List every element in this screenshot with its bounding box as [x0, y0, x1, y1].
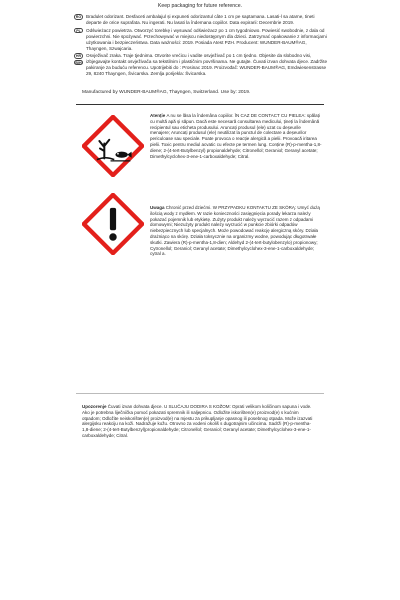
- lang-section-pl: [72, 28, 328, 52]
- lang-badge-ro: RO: [75, 15, 82, 19]
- lang-text-hr: Osvježivač zraka. Traje tjednima. Otvorite vrećicu i vadite osvježivač po 1 cm tjedno. Objesite da slobodno visi, izbjegavajte kontakt osvježivača sa tekstilnim i plastičnim površinama. Ne gutajte. Čuvati izvan dohvata djece. Zadržite pakiranje za buduću referencu. Upotrijebiti do : Prosinac 2019. Proizvođač: WUNDER-BAUM®AG, Emdwiesenstrasse 29, 8240 Thayngen, Švicarska. Zemlja porijekla: Švicarska.: [86, 53, 328, 77]
- lang-section-ro: [72, 14, 328, 26]
- product-label: [72, 0, 328, 556]
- keep-notice: Keep packaging for future reference.: [157, 3, 243, 9]
- hazard-section-2: [72, 204, 328, 395]
- lang-code: [74, 14, 83, 20]
- signal-word-pl: Uwaga: [150, 204, 166, 210]
- signal-word-hr: Upozorenje: [82, 403, 108, 409]
- lang-section-hr: [72, 53, 328, 77]
- hazard-body-pl: Chronić przed dziećmi. W PRZYPADKU KONTAKTU ZE SKÓRĄ: Umyć dużą ilością wody z mydłem. W razie konieczności zasięgnięcia porady lekarza należy pokazać pojemnik lub etykietę. Zużyty produkt należy wyrzucić razem z odpadami domowymi; Niezużyty produkt należy wyrzucić w punkcie zbiórki odpadów niebezpiecznych lub specjalnych. Może powodować reakcję alergiczną skóry. Działa drażniąco na skórę. Działa toksycznie na organizmy wodne, powodując długotrwałe skutki. Zawiera (R)-p-mentha-1,8-dien; Aldehyd 2-(4-tert-butylobenzylo) propionowy; Cytronellol; Geraniol; Geranyl acetate; Dimethylcyclohex-3-ene-1-carboxaldehyde; cytral a.: [150, 204, 320, 257]
- signal-word-ro: Atenție: [150, 112, 167, 118]
- lang-text-pl: Odświeżacz powietrza. Otworzyć torebkę i wysuwać odświeżacz po 1 cm tygodniowo. Powiesić swobodnie, z dala od powierzchni. Nie spożywać. Przechowywać w miejscu niedostępnym dla dzieci. Zatrzymać opakowanie z informacjami użytkowania i bezpieczeństwa. Data ważności: 2019. Posiada Atest PZH. Producent: WUNDER-BAUM®AG, Thayngen, Szwajcaria.: [86, 27, 327, 51]
- environment-hazard-icon: [82, 115, 144, 177]
- exclamation-hazard-icon: [82, 193, 144, 255]
- hazard-text-ro: [150, 113, 322, 159]
- lang-code: [74, 53, 83, 65]
- hazard-body-ro: A nu se lăsa la îndemâna copiilor. ÎN CAZ DE CONTACT CU PIELEA: spălați cu multă apă și săpun. Dacă este necesară consultarea medicului, țineți la îndemână recipientul sau eticheta produsului. Aruncați produsul (ele) uzat cu deșeurile menajere; Aruncați produsul (ele) neutilizat la punctul de colectare a deșeurilor periculoase sau speciale. Poate provoca o reacție alergică a pielii. Provoacă iritarea pielii. Toxic pentru mediul acvatic cu efecte pe termen lung. Conține (R)-p-mentha-1,8-diene; 2-(4-tert-Butylbenzyl) propionaldehyde; Citronellol; Geraniol; Geranyl acetate; Dimethylcyclohex-3-ene-1-carboxaldehyde; Citral.: [150, 112, 322, 159]
- lang-badge-bih: BIH: [75, 60, 82, 65]
- lang-text-ro: Bradulet odorizant. Desfaceti ambalajul și expuneti odorizantul câte 1 cm pe saptamana. Lasati-l sa atarne, tineti departe de orice suprafata. Nu ingerati. Nu lasati la îndemana copiilor. Data expirarii: Decembrie 2019.: [86, 14, 315, 25]
- lang-badge-pl: PL: [74, 28, 83, 34]
- manufacturer-line: Manufactured by WUNDER-BAUM®AG, Thayngen, Switzerland. Use by: 2019.: [82, 90, 251, 96]
- lang-code: [74, 28, 83, 34]
- hazard-body-hr: Čuvati izvan dohvata djece. U SLUČAJU DODIRA S KOŽOM: Oprati velikom količinom sapuna i vode. Ako je potrebna liječnička pomoć pokazati spremnik ili naljepnicu. Odložite iskorišten(e) proizvod(e) s kućnim otpadom; Odložite neiskorišten(e) proizvod(e) na mjestu za prikupljanje opasnog ili posebnog otpada. Može izazvati alergijsku reakciju na koži. Nadražuje kožu. Otrovno za vodeni okoliš s dugotrajnim učincima. Sadrži (R)-p-mentha-1,8-diene; 2-(4-tert-Butylbenzyl)propionaldehyde; Citronellol; Geraniol; Geranyl acetate; Dimethylcyclohex-3-ene-1-carboxaldehyde; Citral.: [82, 403, 313, 438]
- hazard-text-hr: [72, 394, 328, 439]
- hazard-text-pl: [150, 205, 322, 257]
- lang-badge-hr: HR: [75, 54, 82, 59]
